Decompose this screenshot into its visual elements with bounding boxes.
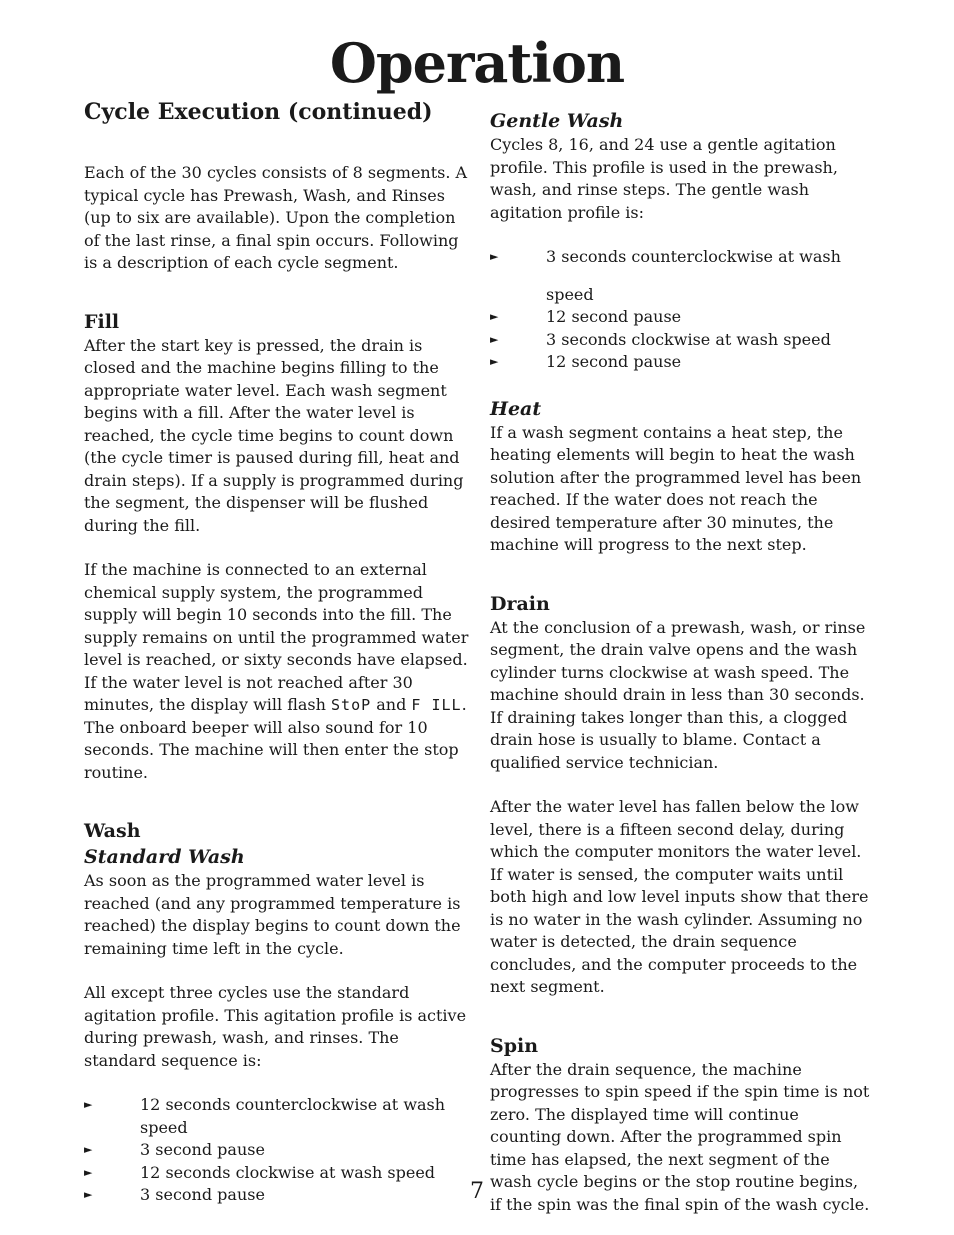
- list-item: ► 3 second pause: [84, 1184, 470, 1207]
- heat-heading: Heat: [490, 397, 542, 420]
- list-item: ► 3 seconds counterclockwise at wash speed: [490, 247, 841, 304]
- display-code-stop: StoP: [331, 696, 372, 714]
- bullet-arrow-icon: ►: [84, 1143, 93, 1156]
- bullet-arrow-icon: ►: [490, 250, 499, 263]
- bullet-arrow-icon: ►: [490, 332, 499, 346]
- list-item: ► 3 seconds clockwise at wash speed: [490, 329, 874, 352]
- intro-paragraph: Each of the 30 cycles consists of 8 segments. A typical cycle has Prewash, Wash, and Rinses (up to six are available). Upon the completion of the last rinse, a final spin occurs. Following is a description of each cycle segment.: [84, 163, 468, 272]
- list-item: ► 12 seconds clockwise at wash speed: [84, 1162, 470, 1185]
- list-item: ► 3 second pause: [84, 1139, 470, 1162]
- gentle-paragraph: Cycles 8, 16, and 24 use a gentle agitation profile. This profile is used in the prewash, wash, and rinse steps. The gentle wash agitation profile is:: [490, 135, 838, 222]
- drain-heading: Drain: [490, 592, 550, 615]
- list-item: ► 12 second pause: [490, 351, 874, 374]
- display-code-fill: F ILL: [411, 696, 462, 714]
- drain-paragraph-1: At the conclusion of a prewash, wash, or rinse segment, the drain valve opens and the wash cylinder turns clockwise at wash speed. The machine should drain in less than 30 seconds. If draining takes longer than this, a clogged drain hose is usually to blame. Contact a qualified service technician.: [490, 617, 866, 772]
- drain-paragraph-2: After the water level has fallen below the low level, there is a fifteen second delay, during which the computer monitors the water level. If water is sensed, the computer waits until both high and low level inputs show that there is no water in the wash cylinder. Assuming no water is detected, the drain sequence concludes, and the computer proceeds to the next segment.: [490, 797, 869, 996]
- wash-paragraph-1: As soon as the programmed water level is reached (and any programmed temperature is reached) the display begins to count down the remaining time left in the cycle.: [84, 871, 461, 958]
- page-title: Operation: [329, 31, 625, 95]
- standard-wash-heading: Standard Wash: [84, 846, 245, 868]
- fill-heading: Fill: [84, 310, 120, 333]
- fill-paragraph-2: [84, 559, 470, 784]
- fill-paragraph-1: After the start key is pressed, the drain is closed and the machine begins filling to the appropriate water level. Each wash segment begins with a fill. After the water level is reached, the cycle time begins to count down (the cycle timer is paused during fill, heat and drain steps). If a supply is programmed during the segment, the dispenser will be flushed during the fill.: [84, 335, 464, 535]
- bullet-arrow-icon: ►: [84, 1098, 93, 1111]
- bullet-arrow-icon: ►: [84, 1188, 93, 1201]
- wash-paragraph-2: All except three cycles use the standard agitation profile. This agitation profile is active during prewash, wash, and rinses. The standard sequence is:: [84, 983, 467, 1070]
- gentle-wash-heading: Gentle Wash: [490, 110, 624, 132]
- fill-text-a: If the machine is connected to an external chemical supply system, the programmed supply will begin 10 seconds into the fill. The supply remains on until the programmed water level is reached, or sixty seconds have elapsed. If the water level is not reached after 30 minutes, the display will flash: [84, 560, 469, 714]
- list-item: ► 12 seconds counterclockwise at wash speed: [84, 1095, 446, 1137]
- spin-paragraph: After the drain sequence, the machine progresses to spin speed if the spin time is not zero. The displayed time will continue counting down. After the programmed spin time has elapsed, the next segment of the wash cycle begins or the stop routine begins, if the spin was the final spin of the wash cycle.: [490, 1059, 870, 1214]
- bullet-arrow-icon: ►: [490, 355, 499, 368]
- spin-heading: Spin: [490, 1034, 539, 1057]
- right-column: [490, 108, 874, 1216]
- bullet-arrow-icon: ►: [490, 310, 499, 323]
- left-column: [84, 96, 470, 1207]
- list-item: ► 12 second pause: [490, 306, 874, 329]
- heat-paragraph: If a wash segment contains a heat step, the heating elements will begin to heat the wash solution after the programmed level has been reached. If the water does not reach the desired temperature after 30 minutes, the machine will progress to the next step.: [490, 422, 862, 554]
- wash-heading: Wash: [84, 820, 141, 842]
- section-heading: Cycle Execution (continued): [84, 99, 433, 125]
- fill-text-and: and: [371, 695, 412, 714]
- page-number: 7: [470, 1179, 484, 1204]
- fill-text-b: . The onboard beeper will also sound for 10 seconds. The machine will then enter the stop routine.: [84, 695, 467, 782]
- gentle-sequence-list: [490, 246, 874, 374]
- bullet-arrow-icon: ►: [84, 1165, 93, 1179]
